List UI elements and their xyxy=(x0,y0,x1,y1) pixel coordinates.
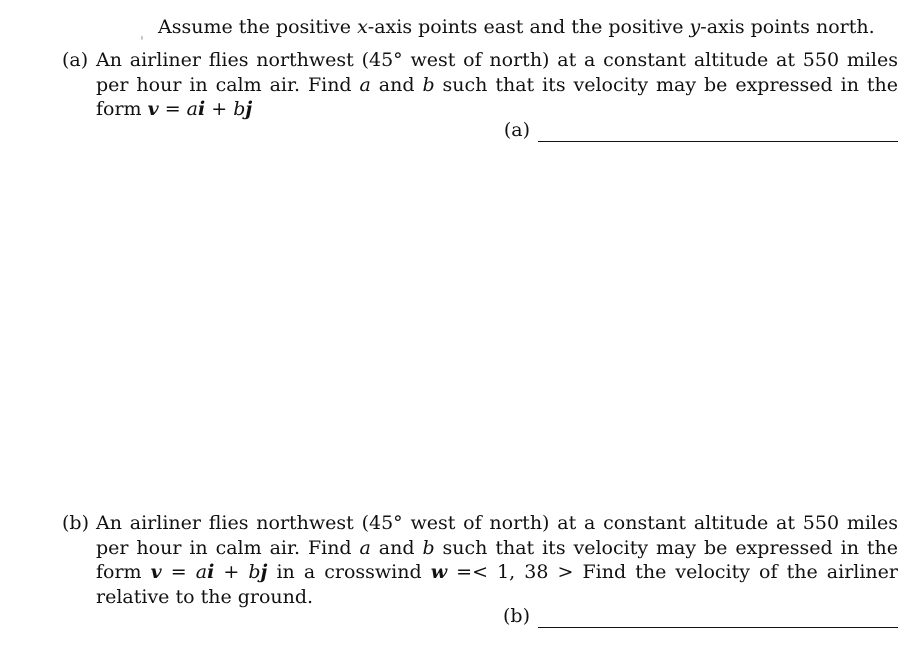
problem-b-formula-plus: + xyxy=(214,561,249,583)
problem-b-text-5: Find the velocity of the airliner relative to the ground. xyxy=(96,561,898,608)
answer-b-line[interactable] xyxy=(538,613,898,628)
problem-b-w-var: w xyxy=(430,561,448,583)
problem-a-formula-v: v xyxy=(147,98,159,120)
problem-a-formula-j: j xyxy=(245,98,253,120)
problem-a-var-a: a xyxy=(359,73,371,96)
intro-text-2: -axis points east and the positive xyxy=(367,16,690,38)
answer-a xyxy=(504,118,898,142)
problem-a-text xyxy=(96,48,898,122)
intro-text xyxy=(158,14,875,40)
problem-a-var-b: b xyxy=(422,73,435,96)
answer-a-line[interactable] xyxy=(538,127,898,142)
problem-b-var-b: b xyxy=(422,536,435,559)
problem-b-label: (b) xyxy=(62,512,89,534)
problem-a-formula-plus: + xyxy=(205,98,234,120)
problem-a-formula-i: i xyxy=(198,98,206,120)
intro-text-3: -axis points north. xyxy=(700,16,875,38)
problem-a-formula-b: b xyxy=(233,98,246,120)
answer-a-label: (a) xyxy=(503,119,530,141)
answer-b-label: (b) xyxy=(503,605,530,627)
problem-b-text-1: An airliner flies northwest (45° west of north) at a constant altitude at 550 miles per hour in calm air. Find xyxy=(96,512,898,559)
intro-text-1: Assume the positive xyxy=(158,16,358,38)
problem-b-text-4: in a crosswind xyxy=(267,561,431,583)
problem-a xyxy=(62,48,898,122)
problem-a-text-3: such that its velocity may be expressed in the form xyxy=(96,73,898,120)
problem-b-formula-a: a xyxy=(195,561,208,583)
problem-b xyxy=(62,511,898,609)
problem-b-formula-v: v xyxy=(150,561,162,583)
answer-b xyxy=(503,604,898,628)
problem-b-text-2: and xyxy=(370,536,423,559)
problem-b-w-value: =< 1, 38 > xyxy=(447,561,583,583)
problem-b-text-3: such that its velocity may be expressed in the form xyxy=(96,536,898,583)
stray-mark: ˌ xyxy=(140,26,144,42)
problem-a-label: (a) xyxy=(62,49,89,71)
x-variable: x xyxy=(357,16,368,38)
problem-a-text-2: and xyxy=(370,73,423,96)
problem-a-text-1: An airliner flies northwest (45° west of north) at a constant altitude at 550 miles per hour in calm air. Find xyxy=(96,49,898,96)
problem-b-formula-eq: = xyxy=(161,561,196,583)
problem-b-text xyxy=(96,511,898,609)
problem-b-formula-j: j xyxy=(260,561,268,583)
problem-a-formula-a: a xyxy=(186,98,198,120)
problem-a-formula-eq: = xyxy=(158,98,187,120)
y-variable: y xyxy=(689,16,701,38)
problem-b-formula-i: i xyxy=(207,561,215,583)
problem-b-formula-b: b xyxy=(248,561,261,583)
problem-b-var-a: a xyxy=(359,536,371,559)
